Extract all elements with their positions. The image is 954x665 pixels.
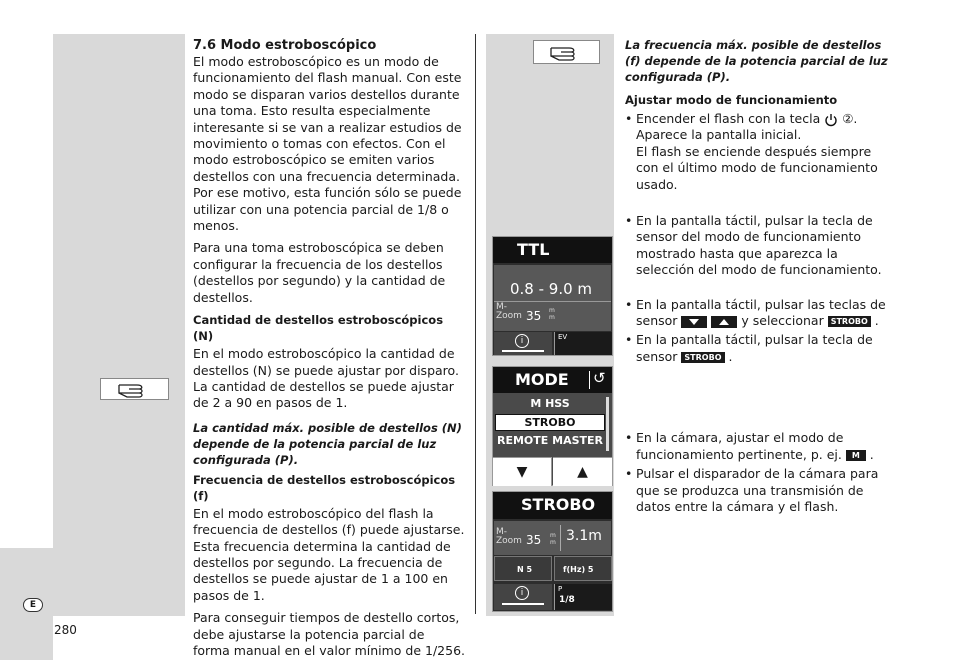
up-key-icon [711, 316, 737, 328]
subheading: Ajustar modo de funcionamiento [625, 93, 838, 107]
ev-label: EV [558, 333, 568, 341]
strobo-screen [492, 491, 613, 612]
down-arrow-icon: ▼ [516, 464, 528, 480]
strobo-info-panel [494, 521, 611, 555]
ttl-zoom-label: M- Zoom [496, 302, 522, 321]
mode-item-m-hss[interactable]: M HSS [530, 397, 570, 410]
strobo-key-icon: STROBO [828, 316, 871, 327]
paragraph: Para una toma estroboscópica se deben configurar la frecuencia de los destellos (destellos por segundo) y la cantidad de destellos. [193, 240, 446, 305]
instruction-step: • En la pantalla táctil, pulsar las teclas de sensor y seleccionar STROBO . [625, 297, 895, 330]
ttl-mode-label: TTL [517, 240, 550, 259]
column-divider [475, 34, 476, 614]
mode-item-remote-master[interactable]: REMOTE MASTER [497, 434, 603, 447]
language-badge-label: E [29, 600, 37, 610]
paragraph: Para conseguir tiempos de destello cortos, debe ajustarse la potencia parcial de forma manual en el valor mínimo de 1/256. [193, 610, 466, 658]
language-badge [23, 598, 43, 612]
back-icon[interactable]: ↺ [593, 369, 606, 387]
ttl-mode-header[interactable] [493, 237, 612, 263]
strobo-zoom-label: M- Zoom [496, 527, 522, 546]
ttl-info-button[interactable] [494, 332, 552, 355]
ttl-screen [492, 236, 613, 356]
strobo-key-icon: STROBO [681, 352, 724, 363]
note-hand-icon-right [533, 40, 600, 64]
left-column [193, 37, 465, 665]
strobo-p-button[interactable] [554, 584, 612, 610]
mode-up-button[interactable] [553, 457, 612, 486]
strobo-info-button[interactable] [494, 584, 552, 610]
ttl-zoom-value: 35 [526, 309, 542, 323]
strobo-mode-label: STROBO [521, 495, 596, 514]
strobo-f-button[interactable] [554, 556, 612, 581]
strobo-zoom-unit: m m [550, 532, 556, 546]
note-text: La cantidad máx. posible de destellos (N) depende de la potencia parcial de luz configurada (P). [193, 420, 462, 467]
mode-menu-screen [492, 366, 613, 486]
strobo-mode-header[interactable] [493, 492, 612, 519]
ttl-range-value: 0.8 - 9.0 m [510, 280, 593, 298]
note-hand-icon-left [100, 378, 169, 400]
down-key-icon [681, 316, 707, 328]
paragraph: El modo estroboscópico es un modo de funcionamiento del flash manual. Con este modo se disparan varios destellos durante una toma. Esto resulta especialmente interesante si se van a realizar estudios de movimiento o tomas con efectos. Con el modo estroboscópico se emiten varios destellos con una frecuencia determinada. Por ese motivo, esta función sólo se puede utilizar con una potencia parcial de 1/8 o menos. [193, 54, 462, 234]
m-key-icon: M [846, 450, 866, 461]
strobo-n-button[interactable] [494, 556, 552, 581]
strobo-f-value: f(Hz) 5 [563, 565, 594, 574]
mode-item-strobo[interactable]: STROBO [495, 414, 605, 431]
up-arrow-icon: ▲ [577, 464, 588, 480]
instruction-step: • En la pantalla táctil, pulsar la tecla de sensor STROBO . [625, 332, 895, 365]
section-title: 7.6 Modo estroboscópico [193, 38, 377, 53]
subheading: Frecuencia de destellos estroboscópicos (f) [193, 472, 456, 503]
left-margin-band [53, 34, 185, 616]
paragraph: En el modo estroboscópico del flash la frecuencia de destellos (f) puede ajustarse. Esta frecuencia determina la cantidad de destellos por segundo. La frecuencia de destellos se puede ajustar de 1 a 100 en pasos de 1. [193, 505, 465, 603]
pointing-hand-icon [117, 379, 153, 399]
mode-list-scrollbar[interactable] [606, 397, 609, 451]
pointing-hand-icon [549, 42, 585, 62]
paragraph: En el modo estroboscópico la cantidad de destellos (N) se puede ajustar por disparo. La cantidad de destellos se puede ajustar de 2 a 90 en pasos de 1. [193, 346, 459, 411]
info-icon: i [515, 334, 529, 348]
instruction-step: • Pulsar el disparador de la cámara para que se produzca una transmisión de datos entre la cámara y el flash. [625, 466, 895, 515]
instruction-step: • Encender el flash con la tecla ②. Aparece la pantalla inicial. El flash se enciende después siempre con el último modo de funcionamiento usado. [625, 111, 895, 193]
strobo-zoom-value: 35 [526, 533, 542, 547]
mode-menu-title: MODE [515, 370, 569, 389]
mode-down-button[interactable] [493, 457, 552, 486]
ttl-ev-button[interactable] [554, 332, 612, 355]
subheading: Cantidad de destellos estroboscópicos (N) [193, 313, 444, 344]
note-text: La frecuencia máx. posible de destellos (f) depende de la potencia parcial de luz configurada (P). [625, 38, 888, 84]
p-label: P [558, 585, 563, 593]
ttl-zoom-unit: m m [549, 307, 555, 321]
ttl-range-panel [494, 265, 611, 331]
mode-list [495, 395, 605, 450]
instruction-step: • En la cámara, ajustar el modo de funcionamiento pertinente, p. ej. M . [625, 430, 895, 463]
page-number: 280 [54, 623, 77, 637]
strobo-range-value: 3.1m [566, 528, 602, 544]
instruction-step: • En la pantalla táctil, pulsar la tecla de sensor del modo de funcionamiento mostrado hasta que aparezca la selección del modo de funcionamiento. [625, 213, 895, 279]
right-column [625, 37, 895, 515]
strobo-n-value: N 5 [517, 565, 533, 574]
power-icon [824, 113, 838, 127]
p-value: 1/8 [559, 595, 575, 605]
info-icon: i [515, 586, 529, 600]
mode-menu-header [493, 367, 612, 393]
